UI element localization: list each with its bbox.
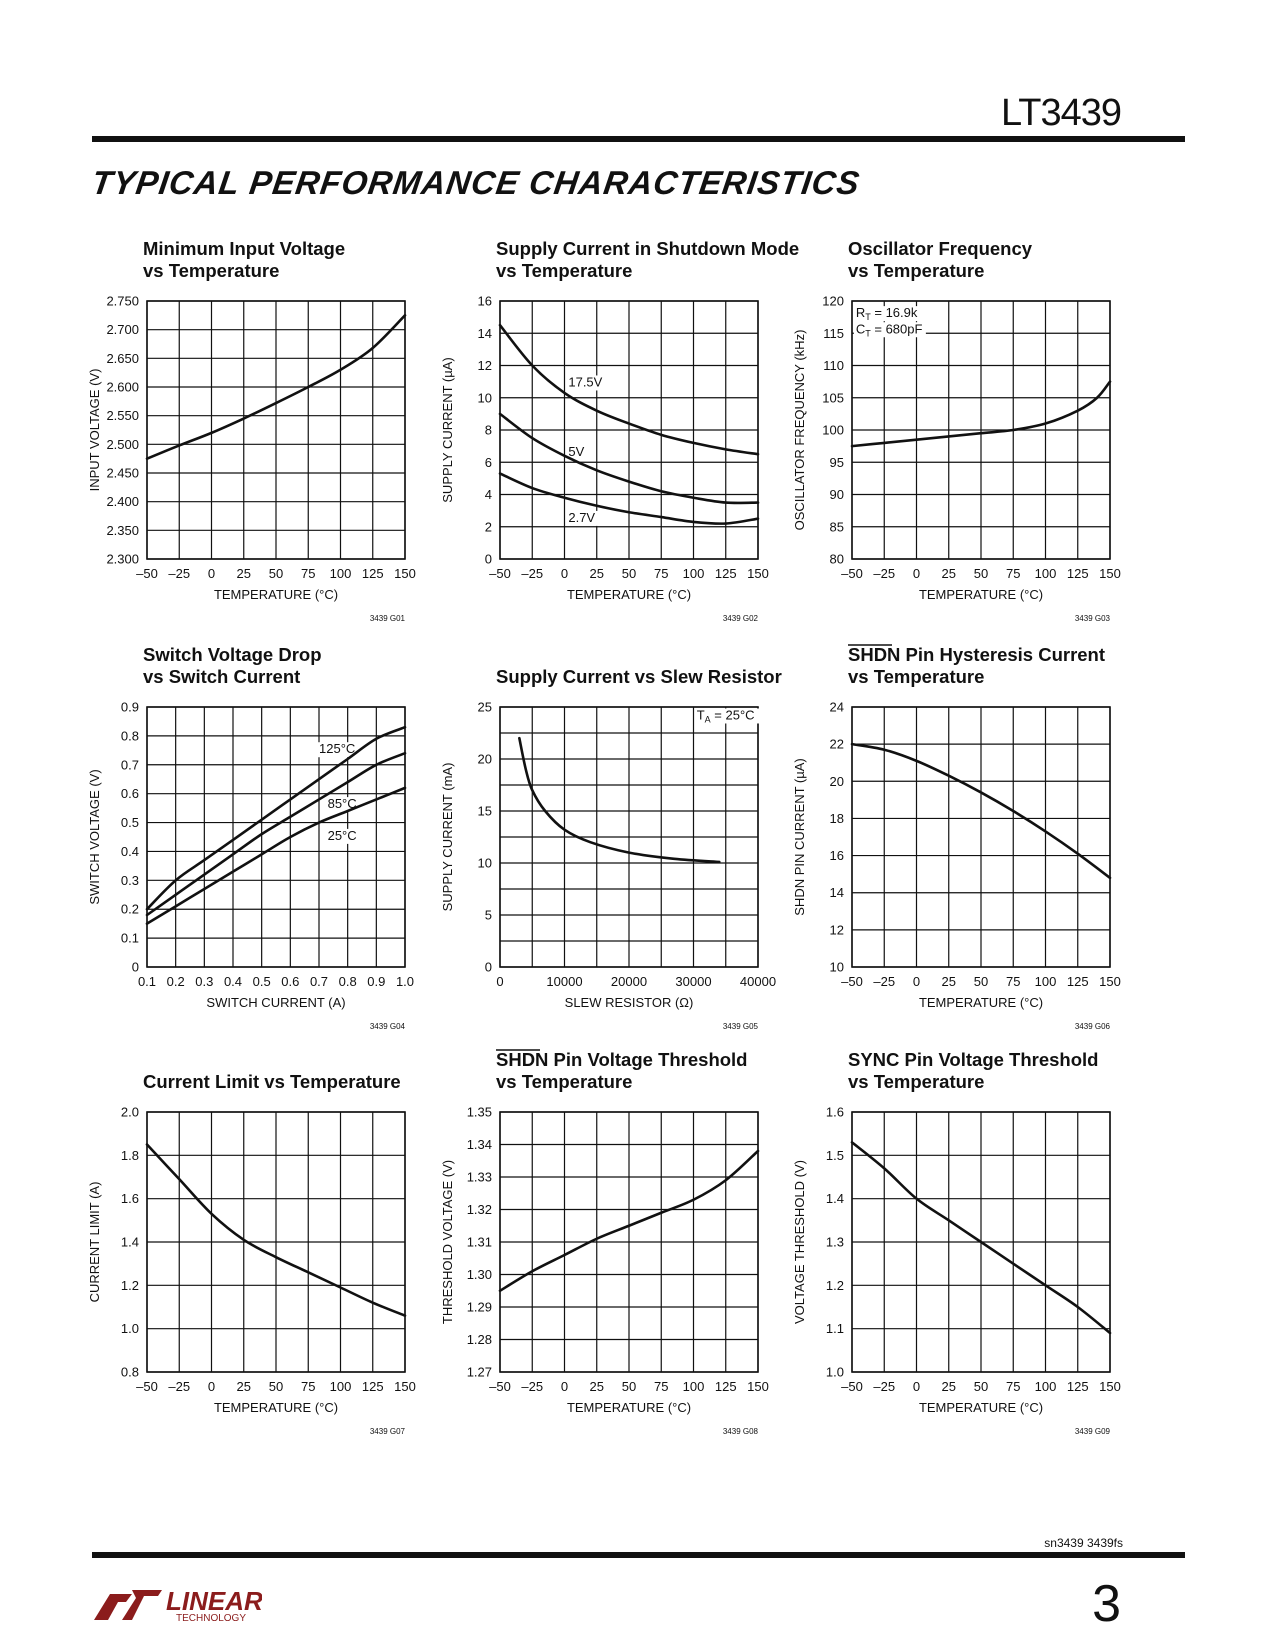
g05-title: Supply Current vs Slew Resistor	[496, 666, 782, 687]
g02-annotation: 17.5V	[568, 374, 603, 390]
g04-x-tick-label: 0.6	[281, 974, 300, 989]
g01-y-tick-label: 2.750	[106, 293, 139, 309]
g06-x-tick-label: 75	[1006, 974, 1021, 989]
g08-y-axis-label: THRESHOLD VOLTAGE (V)	[440, 1159, 455, 1325]
g02-y-tick-label: 8	[484, 422, 492, 438]
g05-series-line	[519, 738, 719, 862]
g07-y-tick-label: 1.0	[120, 1321, 139, 1337]
g01-x-tick-label: 150	[394, 566, 416, 581]
g02-y-tick-label: 10	[477, 390, 492, 406]
g06-y-tick-label: 14	[829, 885, 844, 901]
g02-x-tick-label: 50	[621, 566, 637, 581]
g08-x-tick-label: –50	[489, 1379, 511, 1394]
g06-figure-code: 3439 G06	[1074, 1022, 1110, 1031]
g05-x-axis-label: SLEW RESISTOR (Ω)	[564, 995, 694, 1010]
g02-y-tick-label: 12	[477, 358, 492, 373]
g02-x-tick-label: –25	[521, 566, 544, 581]
g08-x-tick-label: 50	[621, 1379, 637, 1394]
g05-y-tick-label: 5	[484, 907, 492, 923]
g02-x-tick-label: 150	[747, 566, 769, 581]
g03-x-tick-label: –50	[841, 566, 863, 581]
g01-figure-code: 3439 G01	[369, 614, 405, 623]
g04-annotation: 85°C	[327, 796, 357, 812]
g02-title: vs Temperature	[496, 260, 633, 281]
g06-x-tick-label: 50	[973, 974, 989, 989]
g03-y-tick-label: 110	[823, 358, 844, 373]
g03-y-tick-label: 105	[822, 390, 844, 406]
g04-title: Switch Voltage Drop	[143, 644, 322, 665]
g06-x-tick-label: 0	[912, 974, 921, 989]
g05-figure-code: 3439 G05	[722, 1022, 758, 1031]
g01-y-tick-label: 2.450	[106, 465, 139, 481]
g09-x-tick-label: 150	[1099, 1379, 1121, 1394]
g04-y-tick-label: 0.9	[120, 699, 139, 715]
g04-series-line	[147, 727, 405, 909]
g07-y-tick-label: 2.0	[120, 1104, 139, 1120]
doc-code: sn3439 3439fs	[1044, 1536, 1123, 1550]
g05-y-axis-label: SUPPLY CURRENT (mA)	[440, 762, 455, 912]
g04-y-tick-label: 0.4	[120, 843, 139, 859]
g09-x-tick-label: 50	[973, 1379, 989, 1394]
g09-y-axis-label: VOLTAGE THRESHOLD (V)	[792, 1160, 807, 1324]
g03-x-tick-label: 150	[1099, 566, 1121, 581]
g08-x-tick-label: 75	[654, 1379, 669, 1394]
g06-x-axis-label: TEMPERATURE (°C)	[918, 995, 1044, 1010]
g03-x-axis-label: TEMPERATURE (°C)	[918, 587, 1044, 602]
part-number: LT3439	[1000, 92, 1121, 134]
g08-x-tick-label: 100	[682, 1379, 705, 1394]
g04-series-line	[147, 753, 405, 915]
g01-y-tick-label: 2.400	[106, 494, 139, 510]
g05-y-tick-label: 0	[484, 959, 492, 975]
g08-y-tick-label: 1.34	[466, 1137, 492, 1152]
g08-y-tick-label: 1.35	[466, 1104, 492, 1120]
g06-y-tick-label: 12	[829, 922, 844, 938]
g08-x-tick-label: –25	[521, 1379, 544, 1394]
g01-x-axis-label: TEMPERATURE (°C)	[213, 587, 339, 602]
g08-y-tick-label: 1.30	[466, 1267, 492, 1282]
g02-y-tick-label: 14	[477, 325, 492, 341]
g04-y-tick-label: 0.6	[120, 786, 139, 802]
g04-y-tick-label: 0	[131, 959, 139, 975]
g07-y-tick-label: 1.6	[120, 1191, 139, 1207]
g07-title: Current Limit vs Temperature	[143, 1071, 401, 1092]
g07-x-axis-label: TEMPERATURE (°C)	[213, 1400, 339, 1415]
g03-x-tick-label: –25	[873, 566, 896, 581]
g04-y-tick-label: 0.1	[120, 930, 139, 946]
g09-title: vs Temperature	[848, 1071, 985, 1092]
g03-x-tick-label: 50	[973, 566, 989, 581]
section-title: TYPICAL PERFORMANCE CHARACTERISTICS	[89, 164, 863, 201]
page-number: 3	[1092, 1575, 1121, 1633]
g01-title: vs Temperature	[143, 260, 280, 281]
logo-subtext: TECHNOLOGY	[176, 1613, 247, 1624]
g01-y-tick-label: 2.700	[106, 322, 139, 338]
g05-y-tick-label: 25	[477, 699, 492, 715]
g07-y-tick-label: 1.4	[120, 1234, 139, 1250]
g02-title: Supply Current in Shutdown Mode	[496, 238, 800, 259]
g06-title: vs Temperature	[848, 666, 985, 687]
g08-x-tick-label: 150	[747, 1379, 769, 1394]
g04-y-tick-label: 0.3	[120, 872, 139, 888]
g04-x-tick-label: 0.1	[137, 974, 157, 989]
g02-y-tick-label: 0	[484, 551, 492, 567]
g04-x-tick-label: 0.2	[166, 974, 185, 989]
g04-x-axis-label: SWITCH CURRENT (A)	[206, 995, 346, 1010]
g03-annotation: $R_T = 16.9k$	[855, 305, 918, 323]
g07-x-tick-label: 100	[329, 1379, 352, 1394]
g09-y-tick-label: 1.1	[825, 1321, 844, 1337]
g04-y-axis-label: SWITCH VOLTAGE (V)	[87, 769, 102, 905]
g01-title: Minimum Input Voltage	[143, 238, 346, 259]
g01-x-tick-label: –50	[136, 566, 158, 581]
g01-y-axis-label: INPUT VOLTAGE (V)	[87, 368, 102, 492]
g01-x-tick-label: –25	[168, 566, 191, 581]
g02-y-tick-label: 16	[477, 293, 492, 309]
g09-x-axis-label: TEMPERATURE (°C)	[918, 1400, 1044, 1415]
g09-y-tick-label: 1.0	[825, 1364, 844, 1380]
g08-y-tick-label: 1.32	[466, 1202, 492, 1217]
g03-y-tick-label: 85	[829, 519, 844, 535]
g04-y-tick-label: 0.2	[120, 901, 139, 917]
g03-x-tick-label: 0	[912, 566, 921, 581]
g04-x-tick-label: 0.4	[223, 974, 243, 989]
g06-y-tick-label: 18	[829, 810, 844, 826]
g04-annotation: 25°C	[327, 827, 357, 843]
g07-y-tick-label: 1.2	[120, 1277, 139, 1293]
g01-x-tick-label: 25	[236, 566, 251, 581]
g09-x-tick-label: –50	[841, 1379, 863, 1394]
g07-x-tick-label: 50	[268, 1379, 284, 1394]
g03-annotation: $C_T = 680pF$	[855, 321, 923, 339]
g02-x-tick-label: 100	[682, 566, 705, 581]
g01-y-tick-label: 2.350	[106, 522, 139, 538]
g06-x-tick-label: 25	[941, 974, 956, 989]
g05-y-tick-label: 15	[477, 803, 492, 819]
g01-y-tick-label: 2.300	[106, 551, 139, 567]
g03-x-tick-label: 25	[941, 566, 956, 581]
g07-x-tick-label: 25	[236, 1379, 251, 1394]
g04-x-tick-label: 1.0	[395, 974, 415, 989]
g02-y-axis-label: SUPPLY CURRENT (µA)	[440, 357, 455, 503]
g06-y-axis-label: SHDN PIN CURRENT (µA)	[792, 758, 807, 916]
g07-x-tick-label: 75	[301, 1379, 316, 1394]
g06-x-tick-label: 150	[1099, 974, 1121, 989]
g01-x-tick-label: 125	[361, 566, 384, 581]
g09-x-tick-label: 75	[1006, 1379, 1021, 1394]
g03-x-tick-label: 100	[1034, 566, 1057, 581]
g07-x-tick-label: –50	[136, 1379, 158, 1394]
g09-y-tick-label: 1.2	[825, 1277, 844, 1293]
g09-title: SYNC Pin Voltage Threshold	[848, 1049, 1099, 1070]
g03-x-tick-label: 125	[1066, 566, 1089, 581]
g07-x-tick-label: –25	[168, 1379, 191, 1394]
g01-x-tick-label: 50	[268, 566, 284, 581]
g08-title: SHDN Pin Voltage Threshold	[496, 1049, 748, 1070]
g06-x-tick-label: 100	[1034, 974, 1057, 989]
g01-x-tick-label: 100	[329, 566, 352, 581]
g04-x-tick-label: 0.3	[195, 974, 214, 989]
g02-annotation: 5V	[568, 443, 585, 459]
g05-y-tick-label: 10	[477, 855, 492, 871]
g05-x-tick-label: 20000	[610, 974, 648, 989]
g08-y-tick-label: 1.29	[466, 1299, 492, 1315]
g05-annotation: $T_A = 25^\circ C$	[696, 707, 755, 725]
g09-y-tick-label: 1.6	[825, 1104, 844, 1120]
g06-y-tick-label: 22	[829, 736, 844, 752]
g08-figure-code: 3439 G08	[722, 1427, 758, 1436]
g03-y-tick-label: 95	[829, 454, 844, 470]
g04-y-tick-label: 0.7	[120, 757, 139, 773]
g03-y-axis-label: OSCILLATOR FREQUENCY (kHz)	[792, 329, 807, 531]
g05-x-tick-label: 0	[496, 974, 504, 989]
g06-y-tick-label: 24	[829, 699, 844, 715]
g04-x-tick-label: 0.5	[252, 974, 271, 989]
g07-x-tick-label: 125	[361, 1379, 384, 1394]
g03-x-tick-label: 75	[1006, 566, 1021, 581]
g03-figure-code: 3439 G03	[1074, 614, 1110, 623]
g09-figure-code: 3439 G09	[1074, 1427, 1110, 1436]
g09-x-tick-label: 100	[1034, 1379, 1057, 1394]
g04-title: vs Switch Current	[143, 666, 301, 687]
logo-text: LINEAR	[166, 1586, 262, 1616]
g06-y-tick-label: 10	[829, 959, 844, 975]
g01-x-tick-label: 75	[301, 566, 316, 581]
g02-x-tick-label: 25	[589, 566, 604, 581]
g06-x-tick-label: –25	[873, 974, 896, 989]
g03-y-tick-label: 115	[823, 325, 844, 341]
g06-x-tick-label: 125	[1066, 974, 1089, 989]
g06-y-tick-label: 16	[829, 848, 844, 864]
g07-y-tick-label: 0.8	[120, 1364, 139, 1380]
g02-y-tick-label: 4	[484, 487, 492, 502]
g03-title: vs Temperature	[848, 260, 985, 281]
g04-y-tick-label: 0.5	[120, 815, 139, 831]
g07-y-tick-label: 1.8	[120, 1147, 139, 1163]
g08-y-tick-label: 1.33	[466, 1169, 492, 1185]
g07-x-tick-label: 150	[394, 1379, 416, 1394]
g06-x-tick-label: –50	[841, 974, 863, 989]
g02-figure-code: 3439 G02	[722, 614, 758, 623]
g07-figure-code: 3439 G07	[369, 1427, 405, 1436]
g05-x-tick-label: 40000	[739, 974, 777, 989]
g08-y-tick-label: 1.28	[466, 1332, 492, 1347]
g04-y-tick-label: 0.8	[120, 728, 139, 744]
g01-y-tick-label: 2.600	[106, 379, 139, 395]
g04-x-tick-label: 0.8	[338, 974, 357, 989]
g02-x-tick-label: 75	[654, 566, 669, 581]
g09-y-tick-label: 1.3	[825, 1234, 844, 1250]
g06-title: SHDN Pin Hysteresis Current	[848, 644, 1106, 665]
g02-x-tick-label: 125	[714, 566, 737, 581]
g01-x-tick-label: 0	[207, 566, 216, 581]
g09-x-tick-label: –25	[873, 1379, 896, 1394]
g04-x-tick-label: 0.9	[367, 974, 386, 989]
g05-x-tick-label: 10000	[546, 974, 583, 989]
g04-x-tick-label: 0.7	[309, 974, 329, 989]
g03-y-tick-label: 80	[829, 551, 844, 567]
g03-y-tick-label: 100	[822, 422, 844, 438]
g01-y-tick-label: 2.550	[106, 408, 139, 424]
g08-x-tick-label: 25	[589, 1379, 604, 1394]
g02-y-tick-label: 2	[484, 519, 492, 535]
g05-x-tick-label: 30000	[675, 974, 712, 989]
linear-technology-logo	[92, 1580, 262, 1629]
g05-y-tick-label: 20	[477, 751, 492, 767]
g03-y-tick-label: 120	[822, 293, 844, 309]
g02-annotation: 2.7V	[568, 509, 596, 525]
g02-x-axis-label: TEMPERATURE (°C)	[566, 587, 692, 602]
g02-y-tick-label: 6	[484, 454, 492, 470]
g09-x-tick-label: 0	[912, 1379, 921, 1394]
g03-y-tick-label: 90	[829, 487, 844, 502]
g02-x-tick-label: 0	[560, 566, 569, 581]
g01-y-tick-label: 2.500	[106, 436, 139, 452]
g09-x-tick-label: 25	[941, 1379, 956, 1394]
g06-y-tick-label: 20	[829, 773, 844, 789]
g08-x-tick-label: 125	[714, 1379, 737, 1394]
g08-x-axis-label: TEMPERATURE (°C)	[566, 1400, 692, 1415]
g08-y-tick-label: 1.27	[466, 1364, 492, 1380]
g02-x-tick-label: –50	[489, 566, 511, 581]
g08-title: vs Temperature	[496, 1071, 633, 1092]
g08-y-tick-label: 1.31	[466, 1234, 492, 1250]
footer-rule	[92, 1552, 1185, 1558]
g09-y-tick-label: 1.5	[825, 1147, 844, 1163]
g04-annotation: 125°C	[319, 741, 356, 757]
g01-y-tick-label: 2.650	[106, 350, 139, 366]
g09-x-tick-label: 125	[1066, 1379, 1089, 1394]
g09-y-tick-label: 1.4	[825, 1191, 844, 1207]
g07-x-tick-label: 0	[207, 1379, 216, 1394]
g08-x-tick-label: 0	[560, 1379, 569, 1394]
g07-y-axis-label: CURRENT LIMIT (A)	[87, 1181, 102, 1303]
g04-figure-code: 3439 G04	[369, 1022, 405, 1031]
g03-title: Oscillator Frequency	[848, 238, 1033, 259]
